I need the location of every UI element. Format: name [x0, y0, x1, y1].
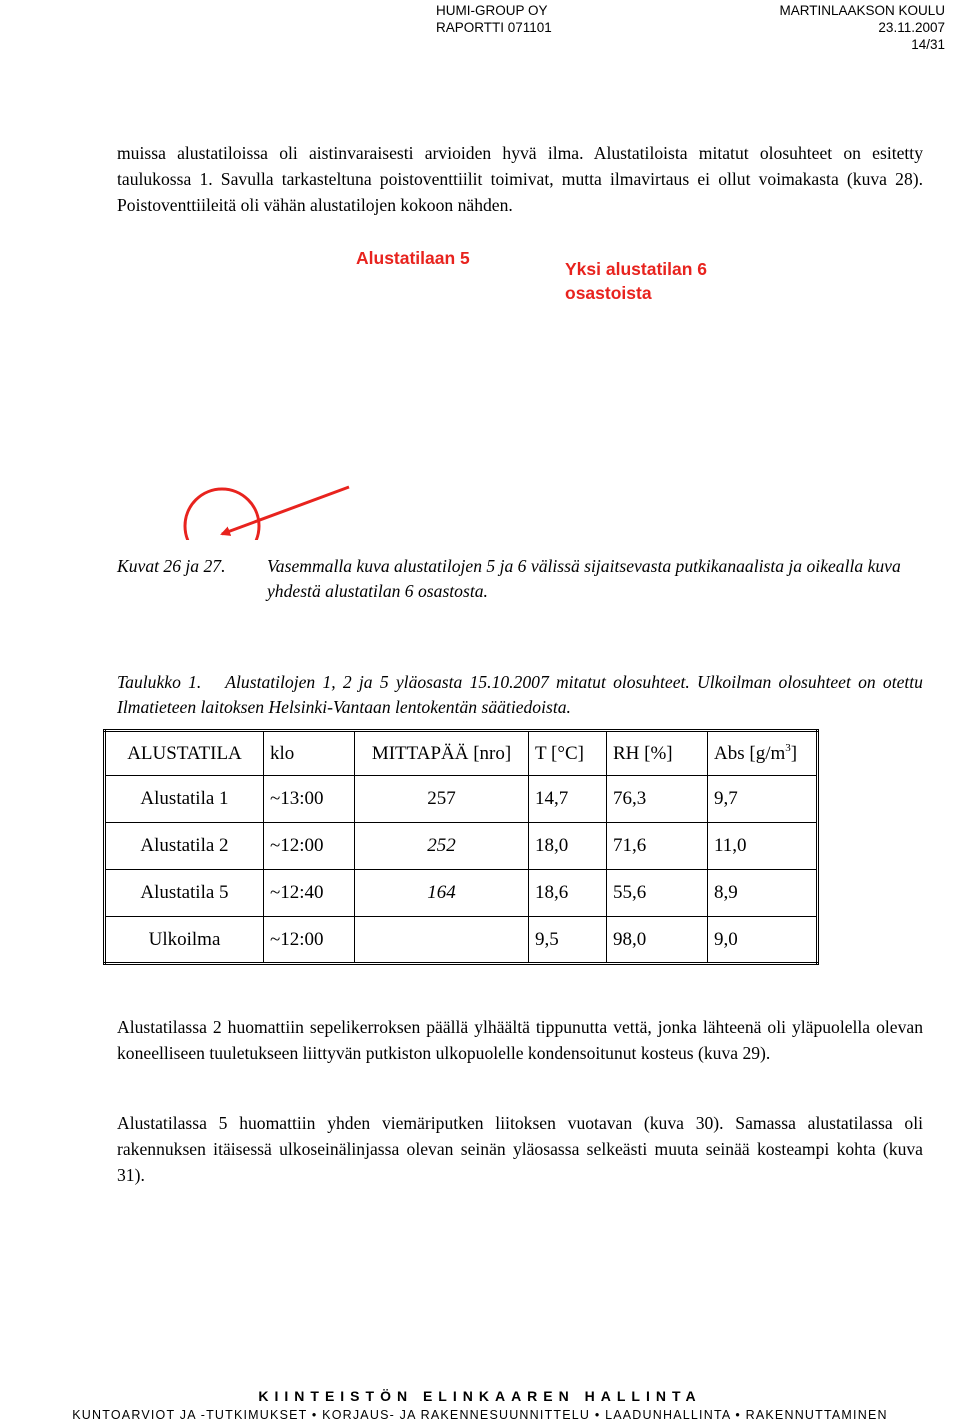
- cell-temperature: 9,5: [529, 917, 607, 964]
- cell-rh: 76,3: [607, 776, 708, 823]
- cell-temperature: 14,7: [529, 776, 607, 823]
- table-caption: [117, 670, 923, 720]
- company-name: HUMI-GROUP OY: [436, 3, 548, 18]
- cell-space: Alustatila 2: [105, 823, 264, 870]
- header-left: [436, 2, 552, 36]
- cell-abs: 9,7: [708, 776, 818, 823]
- table-row: [105, 917, 818, 964]
- cell-sensor: [355, 917, 529, 964]
- cell-abs: 9,0: [708, 917, 818, 964]
- cell-rh: 98,0: [607, 917, 708, 964]
- highlight-circle-left: [185, 489, 259, 540]
- cell-time: ~12:00: [264, 823, 355, 870]
- figure-area: [0, 240, 960, 540]
- cell-sensor: 252: [355, 823, 529, 870]
- figure-caption-text: Vasemmalla kuva alustatilojen 5 ja 6 välissä sijaitsevasta putkikanaalista ja oikealla kuva yhdestä alustatilan 6 osastosta.: [267, 556, 901, 601]
- figure-label-right-line1: Yksi alustatilan 6: [565, 259, 708, 279]
- cell-abs: 11,0: [708, 823, 818, 870]
- col-header-temperature: T [°C]: [529, 731, 607, 776]
- figure-label-left: Alustatilaan 5: [356, 248, 470, 268]
- col-header-sensor: MITTAPÄÄ [nro]: [355, 731, 529, 776]
- annotation-marks: [0, 240, 960, 540]
- cell-time: ~13:00: [264, 776, 355, 823]
- col-header-time: klo: [264, 731, 355, 776]
- cell-temperature: 18,6: [529, 870, 607, 917]
- figure-label-right-line2: osastoista: [565, 283, 652, 303]
- table-header-row: [105, 731, 818, 776]
- cell-time: ~12:00: [264, 917, 355, 964]
- paragraph-space2: Alustatilassa 2 huomattiin sepelikerroksen päällä ylhäältä tippunutta vettä, jonka lähteenä oli yläpuolella olevan koneelliseen tuuletukseen liittyvän putkiston ulkopuolelle kondensoitunut kosteus (kuva 29).: [117, 1017, 923, 1063]
- footer-title: KIINTEISTÖN ELINKAAREN HALLINTA: [258, 1388, 702, 1404]
- cell-space: Ulkoilma: [105, 917, 264, 964]
- cell-sensor: 257: [355, 776, 529, 823]
- col-header-space: ALUSTATILA: [105, 731, 264, 776]
- paragraph-intro: muissa alustatiloissa oli aistinvaraisesti arvioiden hyvä ilma. Alustatiloista mitatut olosuhteet on esitetty taulukossa 1. Savulla tarkasteltuna poistoventtiilit toimivat, mutta ilmavirtaus ei ollut voimakasta (kuva 28). Poistoventtiileitä oli vähän alustatilojen kokoon nähden.: [117, 143, 923, 215]
- table-row: [105, 776, 818, 823]
- cell-space: Alustatila 1: [105, 776, 264, 823]
- cell-temperature: 18,0: [529, 823, 607, 870]
- table-caption-text: Alustatilojen 1, 2 ja 5 yläosasta 15.10.2007 mitatut olosuhteet. Ulkoilman olosuhteet on otettu Ilmatieteen laitoksen Helsinki-Vantaan lentokentän säätiedoista.: [117, 672, 923, 717]
- footer-services: KUNTOARVIOT JA -TUTKIMUKSET • KORJAUS- JA RAKENNESUUNNITTELU • LAADUNHALLINTA • RAKENNUTTAMINEN: [72, 1408, 888, 1422]
- header-right: [779, 2, 945, 53]
- cell-sensor: 164: [355, 870, 529, 917]
- cell-rh: 71,6: [607, 823, 708, 870]
- cell-abs: 8,9: [708, 870, 818, 917]
- report-date: 23.11.2007: [878, 20, 945, 35]
- col-header-rh: RH [%]: [607, 731, 708, 776]
- cell-time: ~12:40: [264, 870, 355, 917]
- table-row: [105, 823, 818, 870]
- page-number: 14/31: [911, 37, 945, 52]
- report-number: RAPORTTI 071101: [436, 20, 552, 35]
- table-caption-number: Taulukko 1.: [117, 672, 202, 692]
- cell-rh: 55,6: [607, 870, 708, 917]
- figure-label-right: [565, 257, 707, 305]
- project-name: MARTINLAAKSON KOULU: [779, 3, 945, 18]
- table-row: [105, 870, 818, 917]
- cell-space: Alustatila 5: [105, 870, 264, 917]
- col-header-abs: Abs $[g/m^3]$: [708, 731, 818, 776]
- measurement-table: [103, 729, 819, 965]
- figure-caption-number: Kuvat 26 ja 27.: [117, 556, 226, 576]
- paragraph-space5: Alustatilassa 5 huomattiin yhden viemäriputken liitoksen vuotavan (kuva 30). Samassa alustatilassa oli rakennuksen itäisessä ulkoseinälinjassa olevan seinän yläosassa selkeästi muuta seinää kosteampi kohta (kuva 31).: [117, 1113, 923, 1185]
